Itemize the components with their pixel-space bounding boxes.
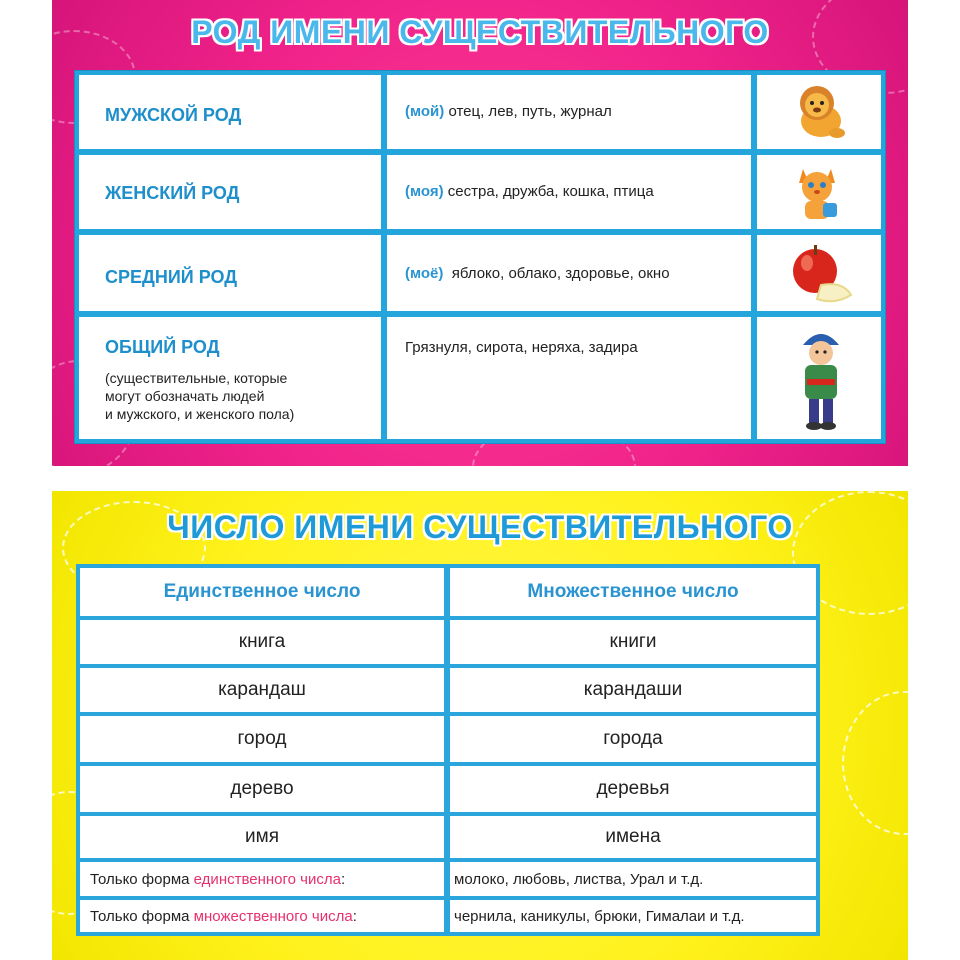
gender-name: ОБЩИЙ РОД xyxy=(105,337,220,357)
number-card xyxy=(52,491,908,960)
example-words: отец, лев, путь, журнал xyxy=(448,103,612,120)
singular-header: Единственное число xyxy=(80,568,444,616)
plural-cell: деревья xyxy=(450,766,816,812)
gender-image-cell xyxy=(757,235,881,311)
singular-cell: книга xyxy=(80,620,444,664)
gender-examples-cell xyxy=(387,235,751,311)
gender-card xyxy=(52,0,908,466)
plural-cell: книги xyxy=(450,620,816,664)
gender-name-cell xyxy=(79,317,381,439)
note-prefix: Только форма xyxy=(90,907,190,925)
singular-cell: город xyxy=(80,716,444,762)
gender-image-cell xyxy=(757,155,881,229)
apple-icon xyxy=(787,241,857,307)
description-line: могут обозначать людей xyxy=(105,388,265,404)
gender-name: СРЕДНИЙ РОД xyxy=(105,267,238,287)
number-title: ЧИСЛО ИМЕНИ СУЩЕСТВИТЕЛЬНОГО xyxy=(167,509,793,545)
description-line: и мужского, и женского пола) xyxy=(105,406,295,422)
plural-cell: имена xyxy=(450,816,816,858)
gender-name: МУЖСКОЙ РОД xyxy=(105,105,242,125)
gender-examples xyxy=(405,103,612,120)
kitten-icon xyxy=(789,159,849,225)
gender-examples-cell xyxy=(387,75,751,149)
description-line: (существительные, которые xyxy=(105,370,288,386)
plural-header: Множественное число xyxy=(450,568,816,616)
only-plural-examples: чернила, каникулы, брюки, Гималаи и т.д. xyxy=(450,900,816,932)
note-prefix: Только форма xyxy=(90,870,190,888)
gender-name-cell xyxy=(79,235,381,311)
gender-description xyxy=(105,369,365,423)
gender-image-cell xyxy=(757,75,881,149)
singular-cell: имя xyxy=(80,816,444,858)
gender-table xyxy=(74,70,886,444)
decor-swirl xyxy=(842,691,908,835)
number-table xyxy=(76,564,820,936)
gender-examples xyxy=(405,183,654,200)
gender-name-cell xyxy=(79,155,381,229)
boy-icon xyxy=(793,323,849,433)
pronoun: (моя) xyxy=(405,183,444,200)
plural-cell: города xyxy=(450,716,816,762)
only-singular-label xyxy=(80,862,444,896)
gender-examples xyxy=(405,265,670,282)
lion-cub-icon xyxy=(787,81,851,143)
singular-cell: дерево xyxy=(80,766,444,812)
gender-name: ЖЕНСКИЙ РОД xyxy=(105,183,240,203)
gender-image-cell xyxy=(757,317,881,439)
gender-name-cell xyxy=(79,75,381,149)
gender-title: РОД ИМЕНИ СУЩЕСТВИТЕЛЬНОГО xyxy=(191,14,769,50)
note-accent: единственного числа xyxy=(193,870,341,888)
note-suffix: : xyxy=(352,907,357,925)
only-singular-examples: молоко, любовь, листва, Урал и т.д. xyxy=(450,862,816,896)
plural-cell: карандаши xyxy=(450,668,816,712)
note-suffix: : xyxy=(340,870,346,888)
pronoun: (моё) xyxy=(405,265,444,282)
example-words: сестра, дружба, кошка, птица xyxy=(447,183,654,200)
only-plural-label xyxy=(80,900,444,932)
gender-examples-cell xyxy=(387,155,751,229)
pronoun: (мой) xyxy=(405,103,445,120)
example-words: яблоко, облако, здоровье, окно xyxy=(451,265,670,282)
note-accent: множественного числа xyxy=(193,907,353,925)
example-words: Грязнуля, сирота, неряха, задира xyxy=(405,339,638,356)
singular-cell: карандаш xyxy=(80,668,444,712)
gender-examples-cell xyxy=(387,317,751,439)
